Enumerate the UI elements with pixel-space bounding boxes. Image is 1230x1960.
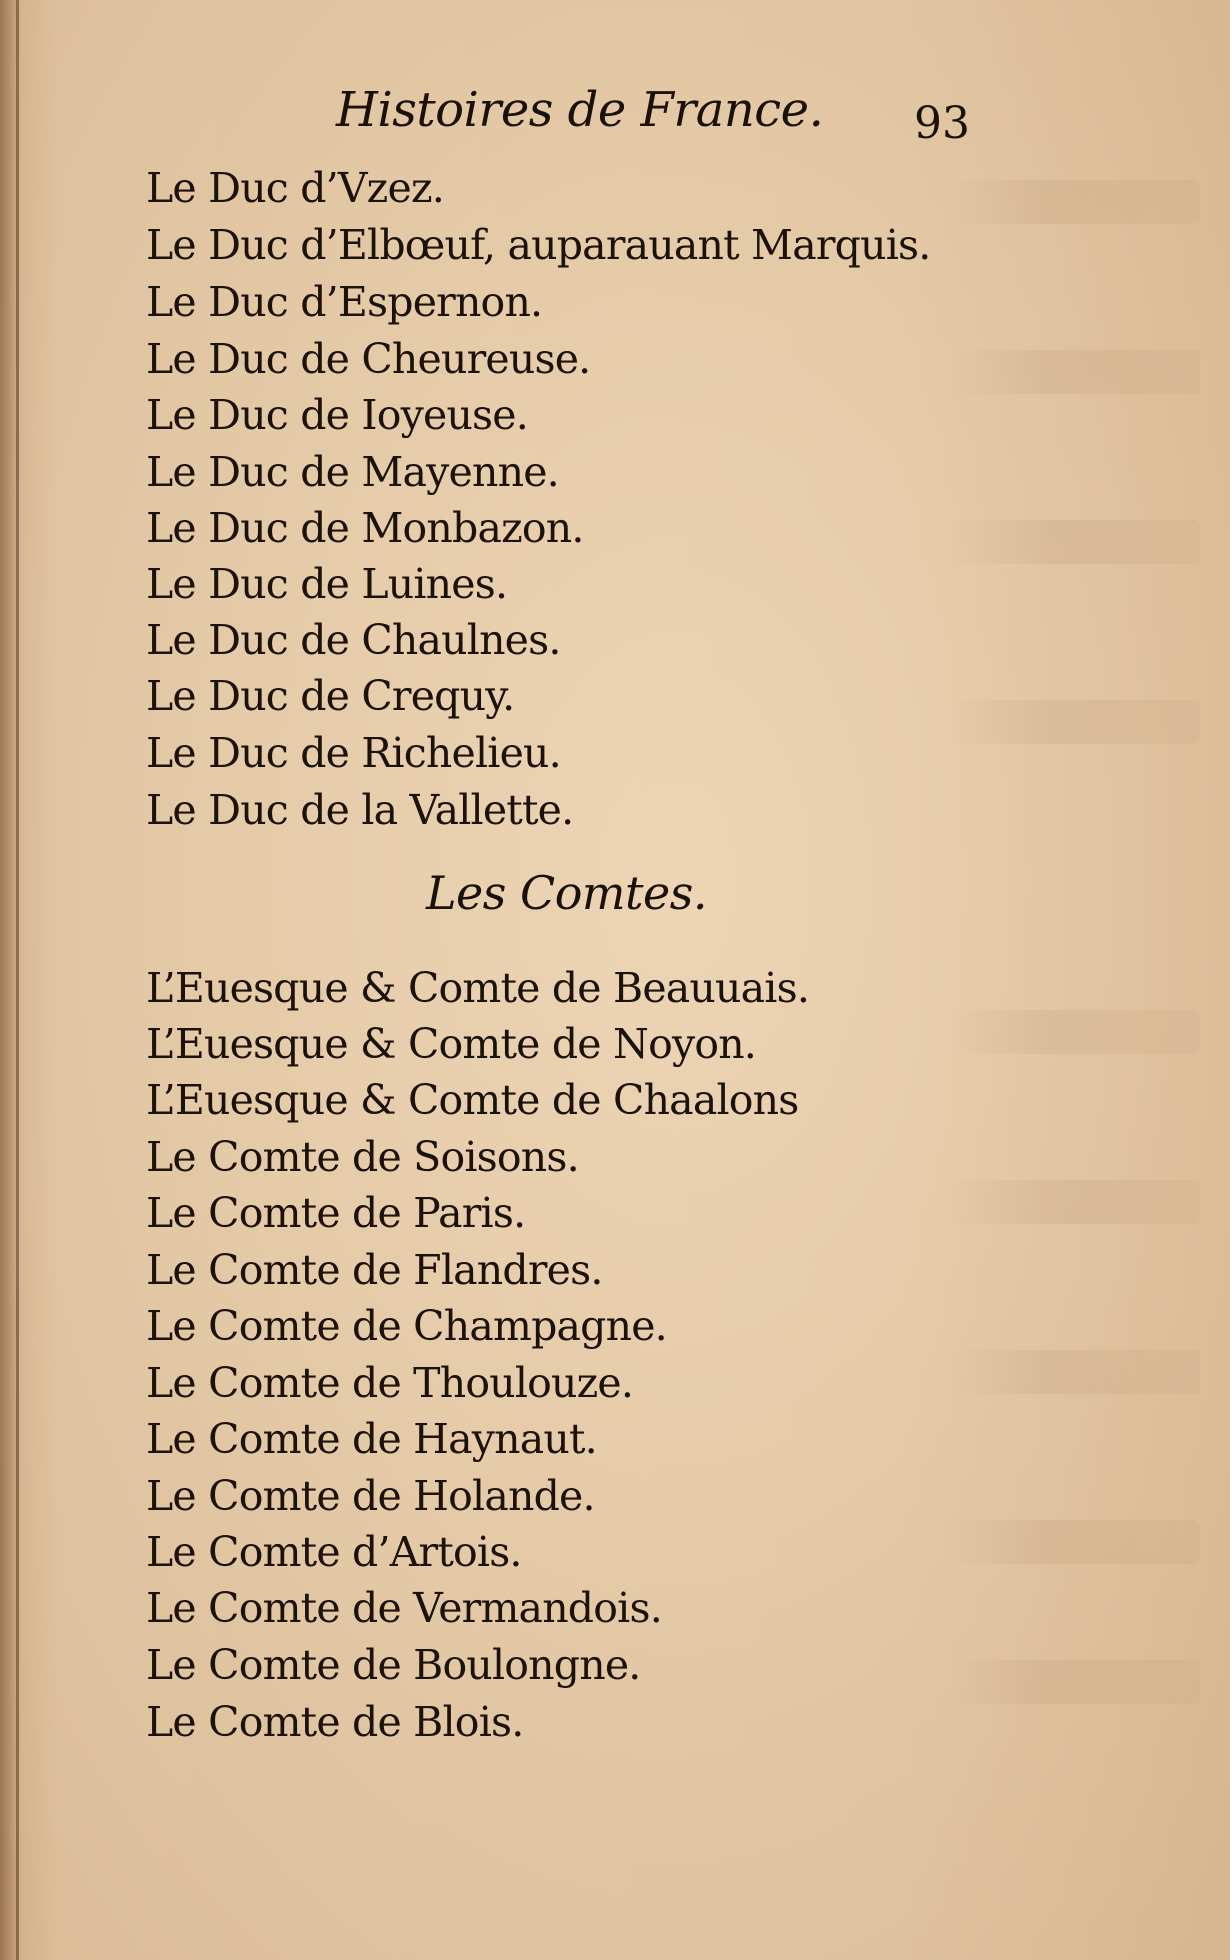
bleed-through-mark (950, 350, 1200, 394)
section-heading: Les Comtes. (426, 866, 707, 920)
comte-entry: Le Comte de Flandres. (146, 1246, 603, 1294)
duc-entry: Le Duc d’Elbœuf, auparauant Marquis. (146, 221, 931, 269)
duc-entry: Le Duc de Crequy. (146, 672, 515, 720)
bleed-through-mark (950, 180, 1200, 224)
bleed-through-mark (950, 520, 1200, 564)
comte-entry: Le Comte de Blois. (146, 1698, 524, 1746)
bleed-through-mark (950, 700, 1200, 744)
bleed-through-mark (950, 1660, 1200, 1704)
page-gutter-shadow (0, 0, 16, 1960)
comte-entry: Le Comte d’Artois. (146, 1528, 522, 1576)
comte-entry: Le Comte de Haynaut. (146, 1415, 597, 1463)
duc-entry: Le Duc de Mayenne. (146, 448, 559, 496)
comte-entry: Le Comte de Paris. (146, 1189, 526, 1237)
duc-entry: Le Duc de Cheureuse. (146, 335, 591, 383)
comte-entry: L’Euesque & Comte de Noyon. (146, 1020, 757, 1068)
comte-entry: Le Comte de Soisons. (146, 1133, 579, 1181)
comte-entry: L’Euesque & Comte de Beauuais. (146, 964, 810, 1012)
page-number: 93 (914, 98, 970, 149)
bleed-through-mark (950, 1010, 1200, 1054)
comte-entry: Le Comte de Vermandois. (146, 1584, 662, 1632)
duc-entry: Le Duc d’Espernon. (146, 278, 543, 326)
comte-entry: L’Euesque & Comte de Chaalons (146, 1076, 799, 1124)
duc-entry: Le Duc de Chaulnes. (146, 616, 561, 664)
bleed-through-mark (950, 1180, 1200, 1224)
comte-entry: Le Comte de Boulongne. (146, 1641, 641, 1689)
page-gutter-edge (16, 0, 19, 1960)
comte-entry: Le Comte de Holande. (146, 1472, 595, 1520)
bleed-through-mark (950, 1350, 1200, 1394)
running-title: Histoires de France. (336, 82, 824, 138)
duc-entry: Le Duc de Monbazon. (146, 504, 584, 552)
bleed-through-mark (950, 1520, 1200, 1564)
duc-entry: Le Duc de la Vallette. (146, 786, 574, 834)
duc-entry: Le Duc d’Vzez. (146, 164, 444, 212)
duc-entry: Le Duc de Ioyeuse. (146, 391, 528, 439)
duc-entry: Le Duc de Richelieu. (146, 729, 561, 777)
comte-entry: Le Comte de Champagne. (146, 1302, 667, 1350)
duc-entry: Le Duc de Luines. (146, 560, 508, 608)
comte-entry: Le Comte de Thoulouze. (146, 1359, 634, 1407)
